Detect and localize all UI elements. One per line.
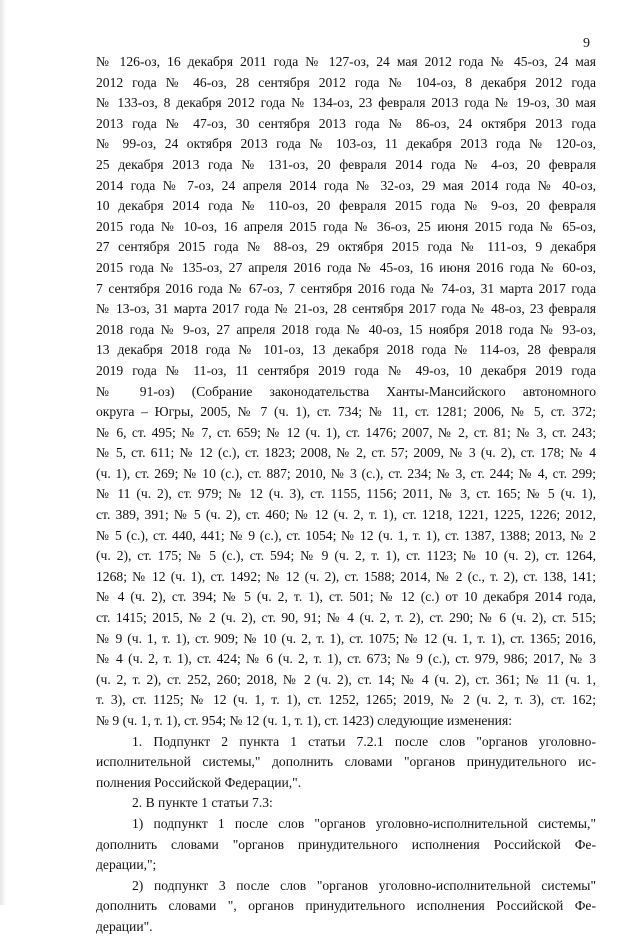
text-line: исполнительной системы," дополнить словами "органов принудительного ис- — [96, 754, 596, 770]
text-line: 1268; № 12 (ч. 1), ст. 1492; № 12 (ч. 2), ст. 1588; 2014, № 2 (с., т. 2), ст. 138, 141; — [96, 568, 596, 584]
text-line: округа – Югры, 2005, № 7 (ч. 1), ст. 734; № 11, ст. 1281; 2006, № 5, ст. 372; — [96, 404, 596, 420]
text-line: дерации". — [96, 918, 153, 934]
text-line: 10 декабря 2014 года № 110-оз, 20 февраля 2015 года № 9-оз, 20 февраля — [96, 198, 596, 214]
text-line: (ч. 2, т. 2), ст. 252, 260; 2018, № 2 (ч. 2), ст. 14; № 4 (ч. 2), ст. 361; № 11 (ч. 1, — [96, 671, 596, 687]
text-line: ст. 1415; 2015, № 2 (ч. 2), ст. 90, 91; № 4 (ч. 2, т. 2), ст. 290; № 6 (ч. 2), ст. 515; — [96, 610, 596, 626]
scan-edge — [0, 0, 6, 905]
text-line: 2019 года № 11-оз, 11 сентября 2019 года № 49-оз, 10 декабря 2019 года — [96, 362, 596, 378]
text-line: 2018 года № 9-оз, 27 апреля 2018 года № 40-оз, 15 ноября 2018 года № 93-оз, — [96, 321, 596, 337]
text-line: 13 декабря 2018 года № 101-оз, 13 декабря 2018 года № 114-оз, 28 февраля — [96, 342, 596, 358]
text-line: 2) подпункт 3 после слов "органов уголовно-исполнительной системы" — [132, 877, 596, 893]
text-line: 1. Подпункт 2 пункта 1 статьи 7.2.1 после слов "органов уголовно- — [132, 733, 596, 749]
text-line: № 13-оз, 31 марта 2017 года № 21-оз, 28 сентября 2017 года № 48-оз, 23 февраля — [96, 301, 596, 317]
text-line: № 91-оз) (Собрание законодательства Ханты-Мансийского автономного — [96, 383, 596, 399]
text-line: дерации,"; — [96, 857, 157, 873]
text-line: № 6, ст. 495; № 7, ст. 659; № 12 (ч. 1), ст. 1476; 2007, № 2, ст. 81; № 3, ст. 243; — [96, 424, 596, 440]
text-line: № 9 (ч. 1, т. 1), ст. 909; № 10 (ч. 2, т. 1), ст. 1075; № 12 (ч. 1, т. 1), ст. 1365; 2016, — [96, 630, 596, 646]
text-line: полнения Российской Федерации,". — [96, 774, 302, 790]
text-line: дополнить словами "органов принудительного исполнения Российской Фе- — [96, 836, 596, 852]
text-line: 25 декабря 2013 года № 131-оз, 20 февраля 2014 года № 4-оз, 20 февраля — [96, 156, 596, 172]
text-line: 1) подпункт 1 после слов "органов уголовно-исполнительной системы," — [132, 815, 596, 831]
text-line: 2012 года № 46-оз, 28 сентября 2012 года № 104-оз, 8 декабря 2012 года — [96, 74, 596, 90]
text-line: (ч. 1), ст. 269; № 10 (с.), ст. 887; 2010, № 3 (с.), ст. 234; № 3, ст. 244; № 4, ст. 299; — [96, 465, 596, 481]
text-line: т. 3), ст. 1125; № 12 (ч. 1, т. 1), ст. 1252, 1265; 2019, № 2 (ч. 2, т. 3), ст. 162; — [96, 692, 596, 708]
text-line: 2013 года № 47-оз, 30 сентября 2013 года № 86-оз, 24 октября 2013 года — [96, 115, 596, 131]
text-line: № 9 (ч. 1, т. 1), ст. 954; № 12 (ч. 1, т. 1), ст. 1423) следующие изменения: — [96, 713, 512, 728]
text-line: ст. 389, 391; № 5 (ч. 2), ст. 460; № 12 (ч. 2, т. 1), ст. 1218, 1221, 1225, 1226; 2012, — [96, 507, 596, 523]
text-line: № 4 (ч. 2), ст. 394; № 5 (ч. 2, т. 1), ст. 501; № 12 (с.) от 10 декабря 2014 года, — [96, 589, 596, 605]
text-line: 2015 года № 10-оз, 16 апреля 2015 года № 36-оз, 25 июня 2015 года № 65-оз, — [96, 218, 596, 234]
document-body — [96, 52, 596, 938]
text-line: № 133-оз, 8 декабря 2012 года № 134-оз, 23 февраля 2013 года № 19-оз, 30 мая — [96, 95, 596, 111]
text-line: дополнить словами ", органов принудительного исполнения Российской Фе- — [96, 898, 596, 914]
text-line: № 126-оз, 16 декабря 2011 года № 127-оз, 24 мая 2012 года № 45-оз, 24 мая — [96, 54, 596, 69]
text-line: № 5 (с.), ст. 440, 441; № 9 (с.), ст. 1054; № 12 (ч. 1, т. 1), ст. 1387, 1388; 2013, № 2 — [96, 527, 596, 543]
text-line: № 99-оз, 24 октября 2013 года № 103-оз, 11 декабря 2013 года № 120-оз, — [96, 136, 596, 152]
text-line: 27 сентября 2015 года № 88-оз, 29 октября 2015 года № 111-оз, 9 декабря — [96, 239, 596, 255]
text-line: 7 сентября 2016 года № 67-оз, 7 сентября 2016 года № 74-оз, 31 марта 2017 года — [96, 280, 596, 296]
text-line: № 11 (ч. 2), ст. 979; № 12 (ч. 3), ст. 1155, 1156; 2011, № 3, ст. 165; № 5 (ч. 1), — [96, 486, 596, 502]
text-line: № 5, ст. 611; № 12 (с.), ст. 1823; 2008, № 2, ст. 57; 2009, № 3 (ч. 2), ст. 178; № 4 — [96, 445, 596, 461]
text-line: 2014 года № 7-оз, 24 апреля 2014 года № 32-оз, 29 мая 2014 года № 40-оз, — [96, 177, 596, 193]
text-line: 2015 года № 135-оз, 27 апреля 2016 года № 45-оз, 16 июня 2016 года № 60-оз, — [96, 259, 596, 275]
text-line: № 4 (ч. 2, т. 1), ст. 424; № 6 (ч. 2, т. 1), ст. 673; № 9 (с.), ст. 979, 986; 2017, № 3 — [96, 651, 596, 667]
text-line: 2. В пункте 1 статьи 7.3: — [132, 795, 273, 811]
page-number: 9 — [583, 36, 590, 51]
text-line: (ч. 2), ст. 175; № 5 (с.), ст. 594; № 9 (ч. 2, т. 1), ст. 1123; № 10 (ч. 2), ст. 1264, — [96, 548, 596, 564]
